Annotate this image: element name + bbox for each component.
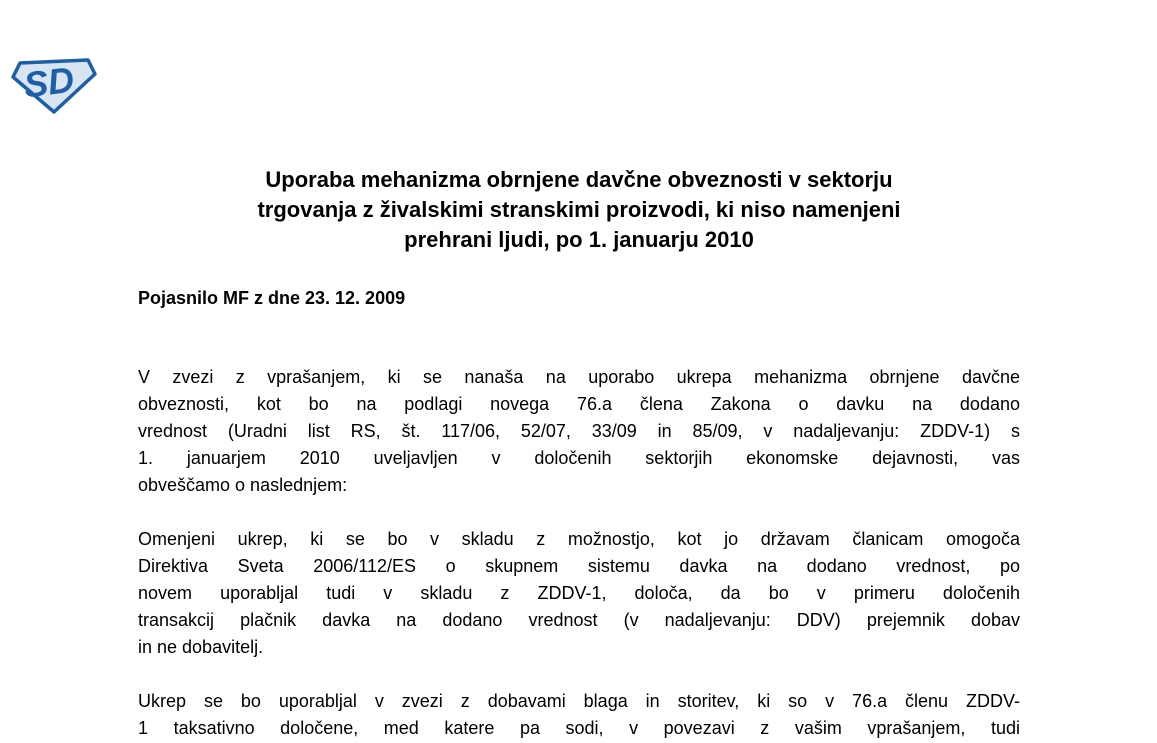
paragraph: [138, 526, 1020, 661]
paragraph-line: V zvezi z vprašanjem, ki se nanaša na uporabo ukrepa mehanizma obrnjene davčne: [138, 367, 1020, 387]
title-line: trgovanja z živalskimi stranskimi proizvodi, ki niso namenjeni: [257, 197, 901, 222]
paragraph: [138, 688, 1020, 742]
title-line: prehrani ljudi, po 1. januarju 2010: [404, 227, 754, 252]
paragraph-line: 1. januarjem 2010 uveljavljen v določenih sektorjih ekonomske dejavnosti, vas: [138, 448, 1020, 468]
paragraph: [138, 364, 1020, 499]
document-content: [138, 0, 1020, 742]
sd-logo: [11, 52, 97, 116]
paragraph-line: in ne dobavitelj.: [138, 637, 264, 657]
paragraph-line: vrednost (Uradni list RS, št. 117/06, 52/07, 33/09 in 85/09, v nadaljevanju: ZDDV-1) s: [138, 421, 1020, 441]
paragraph-line: Omenjeni ukrep, ki se bo v skladu z možnostjo, kot jo državam članicam omogoča: [138, 529, 1020, 549]
paragraph-line: Ukrep se bo uporabljal v zvezi z dobavami blaga in storitev, ki so v 76.a členu ZDDV-: [138, 691, 1020, 711]
document-title: [138, 165, 1020, 255]
sd-logo-graphic: [11, 52, 97, 116]
paragraph-line: novem uporabljal tudi v skladu z ZDDV-1, določa, da bo v primeru določenih: [138, 583, 1020, 603]
paragraph-line: obveščamo o naslednjem:: [138, 475, 348, 495]
paragraph-line: obveznosti, kot bo na podlagi novega 76.a člena Zakona o davku na dodano: [138, 394, 1020, 414]
document-subtitle: Pojasnilo MF z dne 23. 12. 2009: [138, 288, 406, 308]
paragraph-line: transakcij plačnik davka na dodano vrednost (v nadaljevanju: DDV) prejemnik dobav: [138, 610, 1020, 630]
title-line: Uporaba mehanizma obrnjene davčne obveznosti v sektorju: [265, 167, 893, 192]
paragraph-line: 1 taksativno določene, med katere pa sodi, v povezavi z vašim vprašanjem, tudi: [138, 718, 1020, 738]
logo-letters: SD: [21, 58, 77, 106]
document-body: [138, 364, 1020, 742]
paragraph-line: Direktiva Sveta 2006/112/ES o skupnem sistemu davka na dodano vrednost, po: [138, 556, 1020, 576]
